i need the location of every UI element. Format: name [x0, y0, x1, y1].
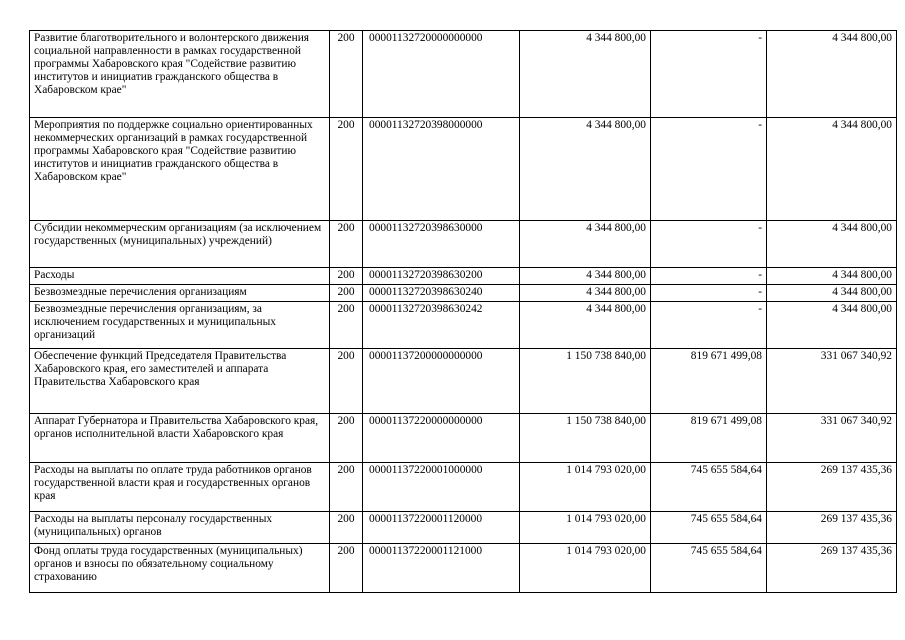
cell-budget-code: 00001137220001121000 [363, 544, 520, 593]
cell-line-code: 200 [330, 31, 363, 118]
cell-approved: 1 014 793 020,00 [520, 512, 651, 544]
cell-unexecuted: 4 344 800,00 [767, 221, 897, 268]
table-body [30, 31, 897, 593]
cell-unexecuted: 4 344 800,00 [767, 285, 897, 302]
cell-line-code: 200 [330, 463, 363, 512]
cell-budget-code: 00001132720398630200 [363, 268, 520, 285]
cell-approved: 4 344 800,00 [520, 31, 651, 118]
table-row [30, 221, 897, 268]
cell-executed: - [651, 118, 767, 221]
table-row [30, 31, 897, 118]
budget-execution-table [29, 30, 897, 593]
cell-approved: 1 014 793 020,00 [520, 463, 651, 512]
cell-approved: 1 150 738 840,00 [520, 414, 651, 463]
cell-unexecuted: 269 137 435,36 [767, 463, 897, 512]
table-row [30, 285, 897, 302]
cell-executed: 745 655 584,64 [651, 512, 767, 544]
cell-budget-code: 00001132720398630242 [363, 302, 520, 349]
cell-name: Безвозмездные перечисления организациям, за исключением государственных и муниципальных организаций [30, 302, 330, 349]
cell-unexecuted: 4 344 800,00 [767, 302, 897, 349]
cell-approved: 1 014 793 020,00 [520, 544, 651, 593]
table-row [30, 512, 897, 544]
cell-unexecuted: 4 344 800,00 [767, 268, 897, 285]
cell-executed: 745 655 584,64 [651, 544, 767, 593]
table-row [30, 544, 897, 593]
cell-executed: - [651, 221, 767, 268]
cell-approved: 1 150 738 840,00 [520, 349, 651, 414]
cell-name: Расходы на выплаты по оплате труда работников органов государственной власти края и государственных органов края [30, 463, 330, 512]
cell-executed: 745 655 584,64 [651, 463, 767, 512]
cell-budget-code: 00001137220001000000 [363, 463, 520, 512]
cell-name: Безвозмездные перечисления организациям [30, 285, 330, 302]
cell-unexecuted: 4 344 800,00 [767, 31, 897, 118]
cell-line-code: 200 [330, 221, 363, 268]
cell-unexecuted: 269 137 435,36 [767, 512, 897, 544]
cell-line-code: 200 [330, 349, 363, 414]
cell-unexecuted: 331 067 340,92 [767, 349, 897, 414]
cell-budget-code: 00001132720398630240 [363, 285, 520, 302]
cell-name: Мероприятия по поддержке социально ориентированных некоммерческих организаций в рамках государственной программы Хабаровского края "Содействие развитию институтов и инициатив гражданского общества в Хабаровском крае" [30, 118, 330, 221]
cell-approved: 4 344 800,00 [520, 221, 651, 268]
cell-budget-code: 00001137200000000000 [363, 349, 520, 414]
table-row [30, 414, 897, 463]
table-row [30, 268, 897, 285]
cell-line-code: 200 [330, 512, 363, 544]
cell-budget-code: 00001137220001120000 [363, 512, 520, 544]
cell-line-code: 200 [330, 302, 363, 349]
table-row [30, 349, 897, 414]
cell-executed: - [651, 268, 767, 285]
cell-name: Развитие благотворительного и волонтерского движения социальной направленности в рамках государственной программы Хабаровского края "Содействие развитию институтов и инициатив гражданского общества в Хабаровском крае" [30, 31, 330, 118]
cell-name: Субсидии некоммерческим организациям (за исключением государственных (муниципальных) учреждений) [30, 221, 330, 268]
cell-name: Расходы на выплаты персоналу государственных (муниципальных) органов [30, 512, 330, 544]
cell-unexecuted: 331 067 340,92 [767, 414, 897, 463]
cell-budget-code: 00001132720398000000 [363, 118, 520, 221]
cell-budget-code: 00001132720398630000 [363, 221, 520, 268]
cell-executed: - [651, 302, 767, 349]
cell-approved: 4 344 800,00 [520, 268, 651, 285]
cell-name: Аппарат Губернатора и Правительства Хабаровского края, органов исполнительной власти Хабаровского края [30, 414, 330, 463]
cell-unexecuted: 4 344 800,00 [767, 118, 897, 221]
cell-unexecuted: 269 137 435,36 [767, 544, 897, 593]
cell-budget-code: 00001137220000000000 [363, 414, 520, 463]
cell-line-code: 200 [330, 544, 363, 593]
cell-approved: 4 344 800,00 [520, 285, 651, 302]
cell-line-code: 200 [330, 268, 363, 285]
cell-approved: 4 344 800,00 [520, 302, 651, 349]
cell-executed: - [651, 31, 767, 118]
cell-budget-code: 00001132720000000000 [363, 31, 520, 118]
cell-executed: 819 671 499,08 [651, 349, 767, 414]
cell-line-code: 200 [330, 118, 363, 221]
cell-name: Расходы [30, 268, 330, 285]
cell-executed: - [651, 285, 767, 302]
cell-approved: 4 344 800,00 [520, 118, 651, 221]
cell-line-code: 200 [330, 285, 363, 302]
cell-executed: 819 671 499,08 [651, 414, 767, 463]
cell-name: Фонд оплаты труда государственных (муниципальных) органов и взносы по обязательному социальному страхованию [30, 544, 330, 593]
cell-line-code: 200 [330, 414, 363, 463]
table-row [30, 118, 897, 221]
table-row [30, 463, 897, 512]
cell-name: Обеспечение функций Председателя Правительства Хабаровского края, его заместителей и аппарата Правительства Хабаровского края [30, 349, 330, 414]
table-row [30, 302, 897, 349]
